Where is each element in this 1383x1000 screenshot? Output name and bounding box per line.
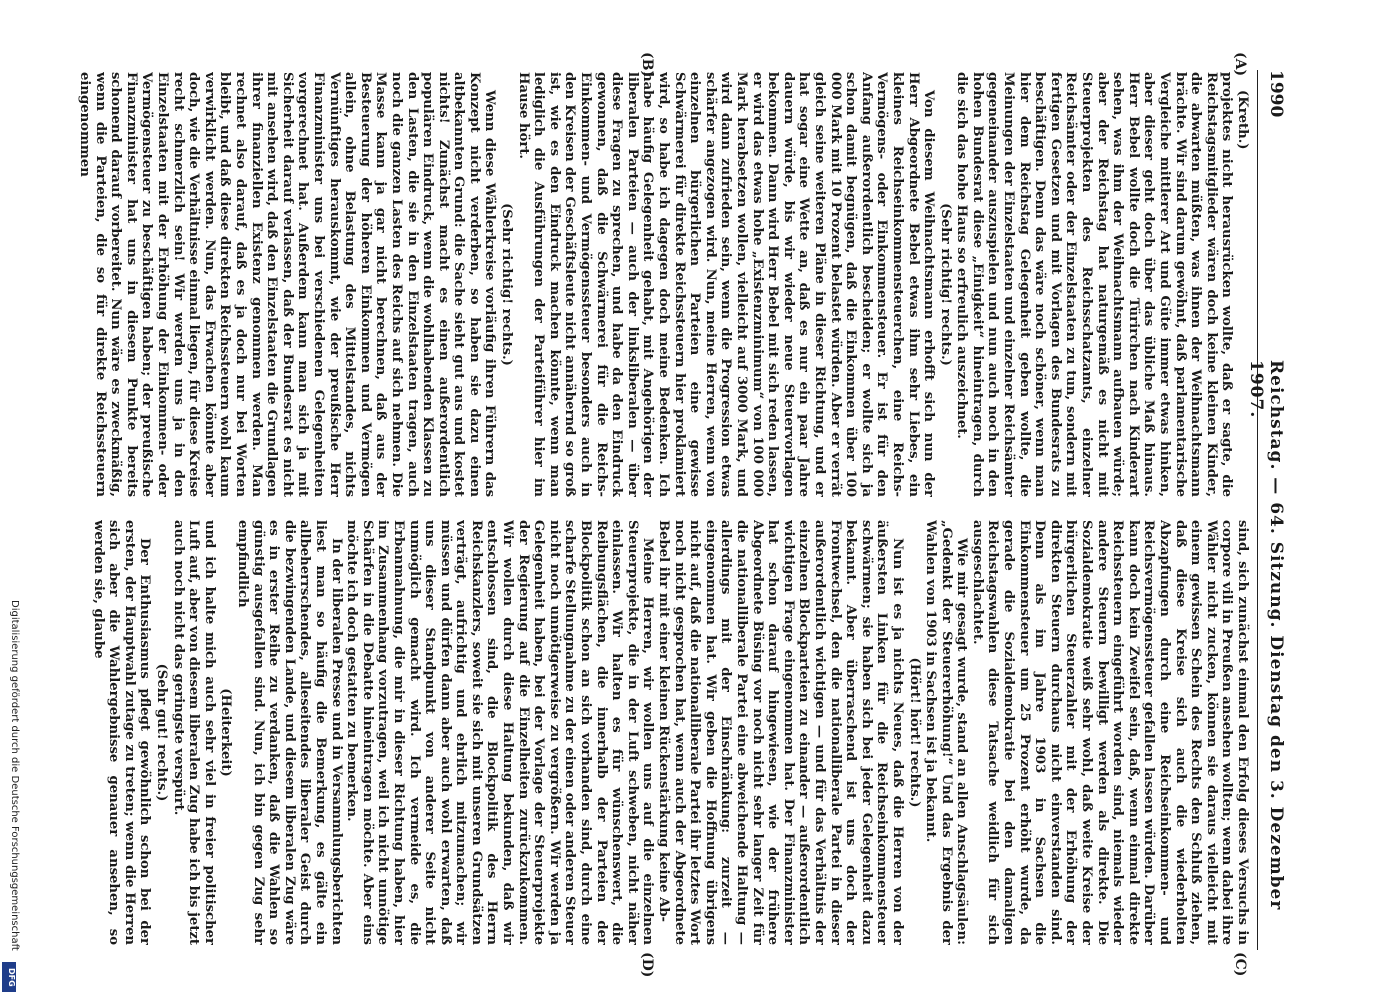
paragraph: In der liberalen Presse und in Versammlungsberichten liest man so häufig die Bemerkung, es gälte ein allbeherrschendes, alleseitendes liberaler Geist durch die bezwingenden Lande, und diesem liberalen Zug wäre es in erster Reihe zu verdanken, daß die Wahlen so günstig ausgefallen sind. Nun, ich bin gegen Zug sehr empfindlich: [235, 520, 344, 945]
paragraph: Wie mir gesagt wurde, stand an allen Anschlagsäulen: „Gedenkt der Steuererhöhung!“ Und das Ergebnis der Wahlen von 1903 in Sachsen ist ja bekannt.: [923, 520, 970, 945]
margin-marker-d: (D): [639, 952, 655, 978]
paragraph: Von diesem Weihnachtsmann erhofft sich nun der Herr Abgeordnete Bebel etwas ihm sehr Liebes, ein kleines Reichseinkommensteuerchen, eine Reichs-Vermögens- oder Einkommensteuer. Er ist für den Anfang außerordentlich bescheiden; er wollte sich ja schon damit begnügen, daß die Einkommen über 100 000 Mark mit 10 Prozent belastet würden. Aber er verrät gleich seine weiteren Pläne in dieser Richtung, und er hat sogar eine Wette an, daß es nur ein paar Jahre dauern würde, bis wir wieder neue Steuervorlagen bekommen. Dann wird Herr Bebel mit sich reden lassen, er wird das etwas hohe „Existenzminimum“ von 100 000 Mark herabsetzen wollen, vielleicht auf 3000 Mark, und wird dann zufrieden sein, wenn die Progression etwas schärfer angezogen wird. Nun, meine Herren, wenn von einzelnen bürgerlichen Parteien eine gewisse Schwärmerei für direkte Reichssteuern hier proklamiert wird, so habe ich dagegen doch meine Bedenken. Ich habe häufig Gelegenheit gehabt, mit Angehörigen der liberalen Parteien — auch der linksliberalen — über diese Fragen zu sprechen, und habe da den Eindruck gewonnen, daß die Schwärmerei für die Reichs-Einkommen- und Vermögenssteuer besonders auch in den Kreisen der Geschäftsleute nicht annähernd so groß ist, wie es den Eindruck machen könnte, wenn man lediglich die Ausführungen der Parteiführer hier im Hause hört.: [515, 72, 937, 497]
page-header: [1246, 70, 1292, 950]
page-title: Reichstag. — 64. Sitzung. Dienstag den 3. Dezember 1907.: [1246, 360, 1286, 911]
credit-text: Digitalisierung gefördert durch die Deutsche Forschungsgemeinschaft: [9, 600, 20, 951]
interjection: (Heiterkeit): [218, 688, 234, 777]
margin-marker-a: (A): [1232, 52, 1248, 77]
paragraph: Meine Herren, wir wollen uns auf die einzelnen Steuerprojekte, die in der Luft schweben, nicht näher einlassen. Wir halten es für wünschenswert, die Reibungsflächen, die innerhalb der Parteien der Blockpolitik schon an sich vorhanden sind, durch eine scharfe Stellungnahme zu der einen oder anderen Steuer nicht noch unnötigerweise zu vergrößern. Wir werden ja Gelegenheit haben, bei der Vorlage der Steuerprojekte der Regierung auf die Einzelheiten zurückzukommen. Wir wollen durch diese Haltung bekunden, daß wir entschlossen sind, die Blockpolitik des Herrn Reichskanzlers, soweit sie sich mit unseren Grundsätzen verträgt, aufrichtig und ehrlich mitzumachen; wir müssen und dürfen dann aber auch wohl erwarten, daß uns dieser Standpunkt von anderer Seite nicht unmöglich gemacht wird. Ich vermeide es, die Erbanmahnung, die mir in dieser Richtung haben, hier im Zusammenhang vorzutragen, weil ich nicht unnötige Schärfen in die Debatte hineintragen möchte. Aber eins möchte ich doch gestatten zu bemerken.: [344, 520, 656, 945]
paragraph: projektes nicht herausrücken wollte, daß er sagte, die Reichstagsmitglieder wären doch keine kleinen Kinder, die abwarten müßten, was ihnen der Weihnachtsmann brächte. Wir sind darum gewöhnt, daß parlamentarische Vergleiche mittlerer Art und Güte immer etwas hinken, aber dieser geht doch über das übliche Maß hinaus. Herr Bebel wollte doch die Türirchen nach Kinderart sehen, was ihm der Weihnachtsmann aufbauen würde; aber der Reichstag hat naturgemäß es nicht mit Steuerprojekten des Reichsschatzamts, einzelner Reichsämter oder der Einzelstaaten zu tun, sondern mit fertigen Gesetzen und mit Vorlagen des Bundesrats zu beschäftigen. Denn das wäre noch schöner, wenn man hier dem Reichstag Gelegenheit geben wollte, die Meinungen der Einzelstaaten und einzelner Reichsämter gegeneinander auszuspielen und nun auch noch in den hohen Bundesrat diese „Einigkeit“ hineintragen, durch die sich das hohe Haus so erfreulich auszeichnet.: [954, 72, 1235, 497]
digitization-credit: [4, 600, 24, 995]
interjection: (Hört! hört! rechts.): [906, 657, 922, 808]
paragraph: Wenn diese Wählerkreise vorläufig ihren Führern das Konzept nicht verderben, so haben sie dazu einen altbekannten Grund: die Sache sieht gut aus und kostet nichts! Zunächst macht es einen außerordentlich populären Eindruck, wenn die wohlhabenden Klassen zu den Lasten, die sie in den Einzelstaaten tragen, auch noch die ganzen Lasten des Reichs auf sich nehmen. Die Masse kann ja gar nicht berechnen, daß aus der Besteuerung der höheren Einkommen und Vermögen allein, ohne Belastung des Mittelstandes, nichts Vernünftiges herauskommt, wie der preußische Herr Finanzminister uns bei verschiedenen Gelegenheiten vorgerechnet hat. Außerdem kann man sich ja mit Sicherheit darauf verlassen, daß der Bundesrat es nicht mit ansehen wird, daß den Einzelstaaten die Grundlagen ihrer finanziellen Existenz genommen werden. Man rechnet also darauf, daß es ja doch nur bei Worten bleibt, und daß diese direkten Reichssteuern wohl kaum verwirklicht werden. Nun, das Erwachen könnte aber doch, wie die Verhältnisse einmal liegen, für diese Kreise recht schmerzlich sein! Wir werden uns ja in den Einzelstaaten mit der Erhöhung der Einkommen- oder Vermögensteuer zu beschäftigen haben; der preußische Finanzminister hat uns in diesem Punkte bereits schonend darauf vorbereitet. Nun wäre es zweckmäßig, wenn die Parteien, die so für direkte Reichssteuern eingenommen: [77, 72, 498, 497]
right-column: [25, 520, 1250, 945]
margin-marker-c: (C): [1232, 952, 1248, 977]
page-number: 1990: [1266, 70, 1286, 118]
interjection: (Sehr gut! rechts.): [154, 663, 170, 802]
paragraph: Der Enthusiasmus pflegt gewöhnlich schon bei der ersten, der Hauptwahl zutage zu treten; wenn die Herren sich aber die Wahlergebnisse genauer ansehen, so werden sie, glaube: [90, 520, 153, 945]
paragraph: Nun ist es ja nichts Neues, daß die Herren von der äußersten Linken für die Reichseinkommensteuer schwärmen; sie haben sich bei jeder Gelegenheit dazu bekannt. Aber überraschend ist uns doch der Frontwechsel, den die nationalliberale Partei in dieser außerordentlich wichtigen — und für das Verhältnis der einzelnen Blockparteien zu einander — außerordentlich wichtigen Frage eingenommen hat. Der Finanzminister hat schon darauf hingewiesen, wie der frühere Abgeordnete Büsing vor noch nicht sehr langer Zeit für die nationalliberale Partei eine abweichende Haltung — allerdings mit der Einschränkung: zurzeit — eingenommen hat. Wir geben die Hoffnung übrigens nicht auf, daß die nationalliberale Partei ihr letztes Wort noch nicht gesprochen hat, wenn auch der Abgeordnete Bebel ihr mit einer kleinen Rückenstärkung keine Ab-: [656, 520, 905, 945]
interjection: (Sehr richtig! rechts.): [937, 203, 953, 366]
dfg-logo: DFG: [2, 962, 16, 992]
margin-marker-b: (B): [639, 52, 655, 78]
left-column: [25, 72, 1250, 497]
speaker-name: (Kreth.): [1235, 90, 1250, 150]
paragraph: und ich halte mich auch sehr viel in freier politischer Luft auf, aber von diesem liberalen Zug habe ich bis jetzt auch noch nicht das geringste verspürt.: [170, 520, 217, 945]
interjection: (Sehr richtig! rechts.): [499, 203, 515, 366]
paragraph: sind, sich zunächst einmal den Erfolg dieses Versuchs in corpore vili in Preußen ansehen wollten; wenn dabei ihre Wähler nicht zucken, können sie daraus vielleicht mit einem gewissen Schein des Rechts den Schluß ziehen, daß diese Kreise sich auch die wiederholten Abzapfungen durch eine Reichseinkommen- und Reichsvermögenssteuer gefallen lassen würden. Darüber kann doch kein Zweifel sein, daß, wenn einmal direkte Reichssteuern eingeführt worden sind, niemals wieder andere Steuern bewilligt werden als direkte. Die Sozialdemokratie weiß sehr wohl, daß weite Kreise der bürgerlichen Steuerzahler mit der Erhöhung der direkten Steuern durchaus nicht einverstanden sind. Denn als im Jahre 1903 in Sachsen die Einkommensteuer um 25 Prozent erhöht wurde, da gerade die Sozialdemokratie bei den damaligen Reichstagswahlen diese Tatsache weidlich für sich ausgeschlachtet.: [969, 520, 1250, 945]
